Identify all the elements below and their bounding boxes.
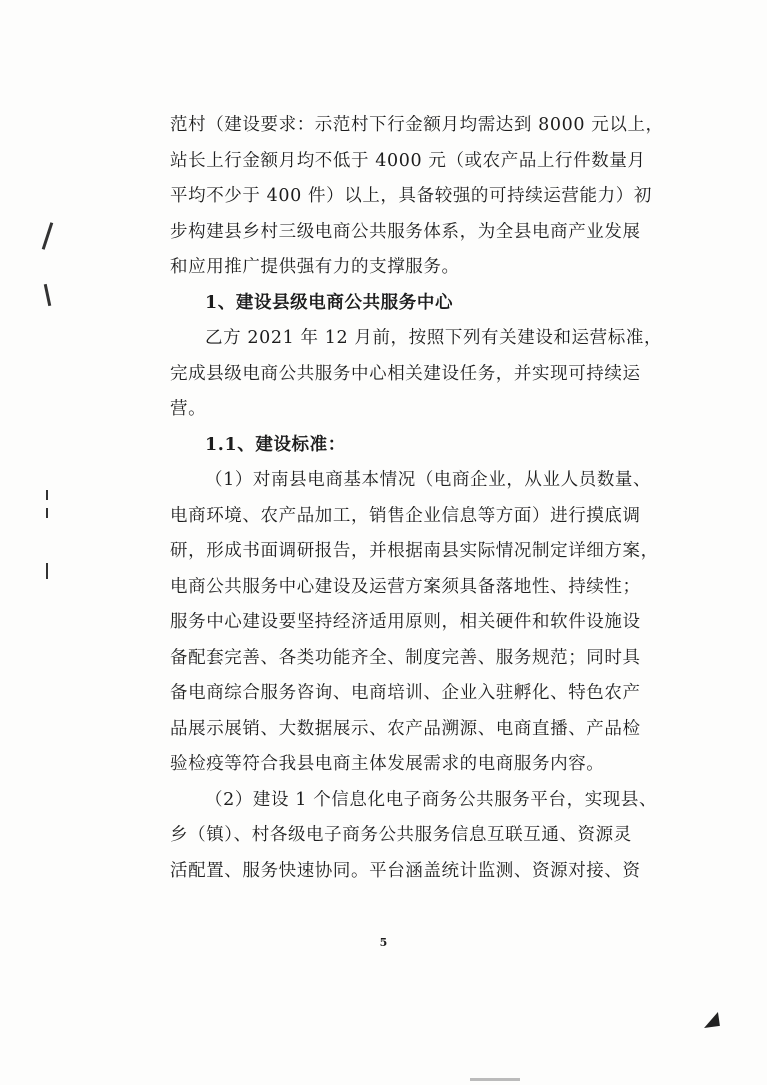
text-line: 平均不少于 400 件）以上，具备较强的可持续运营能力）初 [170,186,652,206]
paragraph [170,783,660,890]
scan-bottom-smudge [470,1078,520,1081]
text-line: 站长上行金额月均不低于 4000 元（或农产品上行件数量月 [170,150,646,171]
text-line: 活配置、服务快速协同。平台涵盖统计监测、资源对接、资 [170,860,641,881]
text-line: 验检疫等符合我县电商主体发展需求的电商服务内容。 [170,754,605,774]
scan-artifact-left-1 [42,222,54,250]
body-text [170,108,664,889]
text-line: 乙方 2021 年 12 月前，按照下列有关建设和运营标准， [205,328,663,348]
paragraph [170,321,663,428]
text-line: 电商环境、农产品加工，销售企业信息等方面）进行摸底调 [170,505,641,526]
scan-artifact-left-3 [46,490,48,500]
scan-artifact-left-5 [46,563,48,579]
text-line: 步构建县乡村三级电商公共服务体系，为全县电商产业发展 [170,221,641,242]
text-line: （1）对南县电商基本情况（电商企业，从业人员数量、 [205,470,652,490]
text-line: （2）建设 1 个信息化电子商务公共服务平台，实现县、 [205,789,658,810]
scan-corner-mark [702,1012,720,1028]
text-line: 完成县级电商公共服务中心相关建设任务，并实现可持续运 [170,363,641,384]
text-line: 备配套完善、各类功能齐全、制度完善、服务规范；同时具 [170,647,641,668]
paragraph [170,463,660,783]
text-line: 1.1、建设标准： [205,434,346,455]
page-number: 5 [379,936,388,949]
text-line: 电商公共服务中心建设及运营方案须具备落地性、持续性； [170,576,641,597]
scan-artifact-left-2 [44,284,52,306]
text-line: 1、建设县级电商公共服务中心 [205,292,454,313]
scan-artifact-left-4 [46,508,48,518]
text-line: 乡（镇）、村各级电子商务公共服务信息互联互通、资源灵 [170,825,632,845]
text-line: 范村（建设要求：示范村下行金额月均需达到 8000 元以上， [170,115,664,135]
text-line: 营。 [170,399,207,419]
text-line: 备电商综合服务咨询、电商培训、企业入驻孵化、特色农产 [170,683,641,703]
text-line: 和应用推广提供强有力的支撑服务。 [170,257,460,277]
text-line: 服务中心建设要坚持经济适用原则，相关硬件和软件设施设 [170,612,641,632]
section-heading [170,286,660,322]
text-line: 品展示展销、大数据展示、农产品溯源、电商直播、产品检 [170,718,641,739]
subsection-heading [170,428,660,464]
paragraph [170,108,664,286]
text-line: 研，形成书面调研报告，并根据南县实际情况制定详细方案， [170,541,659,561]
